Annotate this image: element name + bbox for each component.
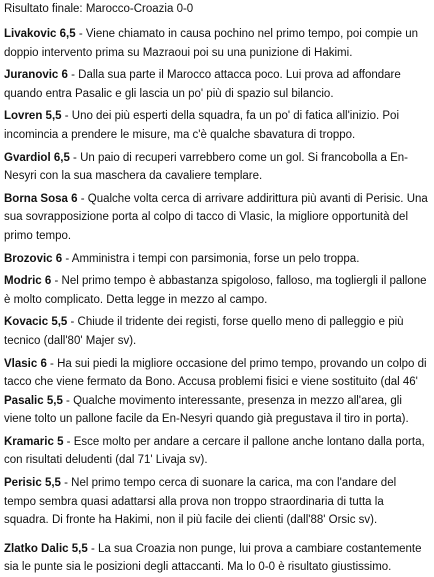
player-comment: - Chiude il tridente dei registi, forse quello meno di palleggio e più tecnico (dall'80' Majer sv).	[4, 316, 404, 347]
coach-name: Zlatko Dalic	[4, 542, 69, 555]
player-comment: - Dalla sua parte il Marocco attacca poco. Lui prova ad affondare quando entra Pasalic e gli lascia un po' più di spazio sul bilancio.	[4, 69, 401, 100]
rating-coach	[4, 540, 430, 577]
rating-lovren	[4, 107, 430, 144]
player-score: 6	[40, 357, 47, 370]
player-name: Kovacic	[4, 316, 49, 329]
player-name: Vlasic	[4, 357, 38, 370]
coach-score: 5,5	[71, 542, 88, 555]
player-name: Perisic	[4, 477, 42, 490]
player-name: Borna Sosa	[4, 192, 68, 205]
player-score: 6,5	[59, 28, 76, 40]
rating-vlasic	[4, 355, 430, 429]
rating-kovacic	[4, 313, 430, 350]
rating-livakovic	[4, 25, 430, 62]
rating-perisic	[4, 474, 430, 530]
match-result: Risultato finale: Marocco-Croazia 0-0	[4, 3, 194, 15]
rating-kramaric	[4, 433, 430, 470]
player-comment: - Nel primo tempo cerca di suonare la carica, ma con l'andare del tempo sembra quasi adattarsi alla prova non troppo straordinaria di tutta la squadra. Di fronte ha Hakimi, non il più facile dei clienti (dall'88' Orsic sv).	[4, 477, 397, 527]
rating-brozovic	[4, 250, 430, 269]
rating-juranovic	[4, 66, 430, 103]
substitute-name: Pasalic	[4, 394, 44, 407]
player-score: 5,5	[45, 110, 62, 123]
coach-comment: - La sua Croazia non punge, lui prova a cambiare costantemente sia le punte sia le posizioni degli attaccanti. Ma lo 0-0 è risultato giustissimo.	[4, 542, 422, 574]
player-name: Modric	[4, 275, 42, 288]
rating-gvardiol	[4, 149, 430, 186]
player-score: 5,5	[51, 316, 68, 329]
rating-borna-sosa	[4, 190, 430, 246]
player-comment: - Esce molto per andare a cercare il pallone anche lontano dalla porta, con risultati deludenti (dal 71' Livaja sv).	[4, 435, 425, 467]
player-comment: - Ha sui piedi la migliore occasione del primo tempo, provando un colpo di tacco che viene fermato da Bono. Accusa problemi fisici e viene sostituito (dal 46'	[4, 357, 427, 389]
player-score: 5	[57, 435, 64, 448]
player-comment: - Uno dei più esperti della squadra, fa un po' di fatica all'inizio. Poi incomincia a prendere le misure, ma c'è qualche sbavatura di troppo.	[4, 110, 399, 141]
player-comment: - Amministra i tempi con parsimonia, forse un pelo troppa.	[62, 252, 360, 265]
player-score: 5,5	[44, 477, 61, 490]
player-name: Juranovic	[4, 69, 59, 82]
player-name: Gvardiol	[4, 151, 51, 164]
player-name: Brozovic	[4, 252, 53, 265]
player-score: 6,5	[53, 151, 70, 164]
player-name: Livakovic	[4, 28, 57, 40]
player-score: 6	[71, 192, 78, 205]
substitute-score: 5,5	[46, 394, 63, 407]
player-comment: - Nel primo tempo è abbastanza spigoloso, falloso, ma togliergli il pallone è molto complicato. Detta legge in mezzo al campo.	[4, 275, 427, 306]
player-score: 6	[61, 69, 68, 82]
rating-modric	[4, 272, 430, 309]
player-comment: - Un paio di recuperi varrebbero come un gol. Si francobolla a En-Nesyri con la sua maschera da cavaliere templare.	[4, 151, 409, 183]
player-comment: - Qualche volta cerca di arrivare addirittura più avanti di Perisic. Una sua sovrapposizione porta al colpo di tacco di Vlasic, la migliore opportunità del primo tempo.	[4, 192, 428, 242]
player-name: Kramaric	[4, 435, 54, 448]
player-score: 6	[55, 252, 63, 265]
player-score: 6	[44, 275, 52, 288]
substitute-comment: - Qualche movimento interessante, presenza in mezzo all'area, gli viene tolto un pallone facile da En-Nesyri quando già pregustava il tiro in porta).	[4, 394, 409, 426]
player-comment: - Viene chiamato in causa pochino nel primo tempo, poi compie un doppio intervento prima su Mazraoui poi su una punizione di Hakimi.	[4, 28, 419, 59]
player-name: Lovren	[4, 110, 43, 123]
